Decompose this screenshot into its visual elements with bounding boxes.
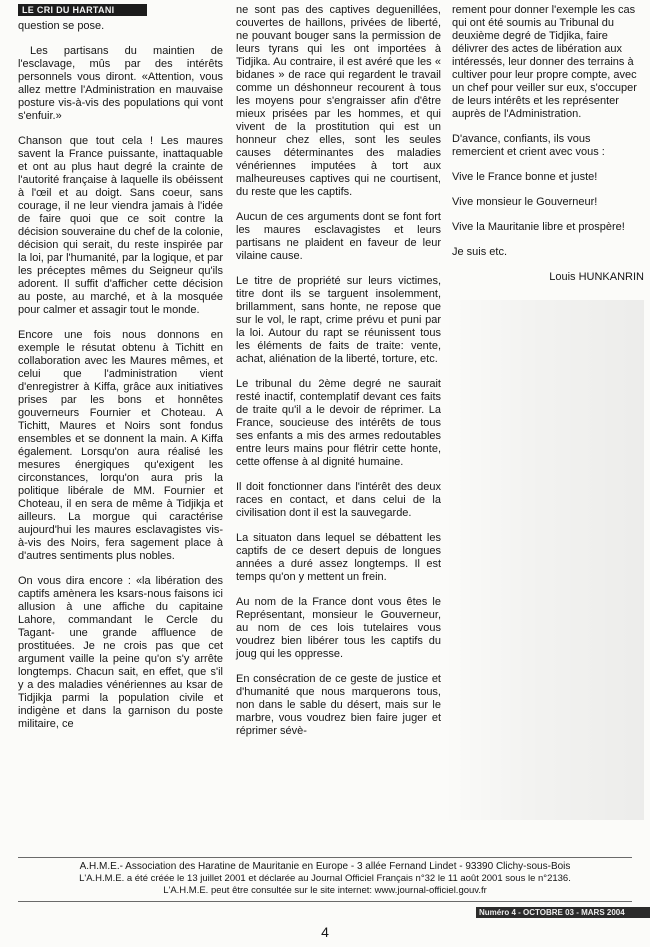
column-3 [452, 4, 644, 296]
column-2 [236, 4, 441, 750]
page-fold-shadow [444, 300, 644, 820]
col3-slogan: Vive le France bonne et juste! [452, 171, 598, 183]
association-footer [18, 857, 632, 902]
footer-line-address: A.H.M.E.- Association des Haratine de Mauritanie en Europe - 3 allée Fernand Lindet - 93390 Clichy-sous-Bois [79, 861, 571, 872]
col3-paragraph: D'avance, confiants, ils vous remercient et crient avec vous : [452, 133, 605, 158]
col1-paragraph: question se pose. [18, 20, 105, 32]
footer-line-website: L'A.H.M.E. peut être consultée sur le site internet: www.journal-officiel.gouv.fr [163, 885, 487, 896]
col3-slogan: Vive monsieur le Gouverneur! [452, 196, 598, 208]
col2-paragraph: Au nom de la France dont vous êtes le Représentant, monsieur le Gouverneur, au nom de ces lois tutelaires vous voudrez bien libérer tous les captifs du joug qui les oppresse. [236, 596, 441, 660]
col2-paragraph: ne sont pas des captives deguenillées, couvertes de haillons, privées de liberté, ne pouvant bouger sans la permission de leurs tyrans qui les ont importées à Tidjika. Au contraire, il est avéré que les « bidanes » de race qui regardent le travail comme un déshonneur recourent à tous les moyens pour s'engraisser afin d'être mieux prisées par les hommes, et qui vivent de la prostitution qui est un honneur chez elles, sont les seules causes déterminantes des maladies vénériennes imputées à tort aux malheureuses captives qui ne courtisent, du reste que les captifs. [236, 4, 441, 198]
col1-paragraph: Chanson que tout cela ! Les maures savent la France puissante, inattaquable et ont au plus haut degré la crainte de l'autorité française à laquelle ils obéissent à l'œil et au doigt. Sans coeur, sans courage, il ne leur viendra jamais à l'idée de faire quoi que ce soit contre la décision souveraine du chef de la colonie, décision qui serait, du reste inspirée par la loi, par l'humanité, par la logique, et par les préceptes mêmes du Seigneur qu'ils adorent. Il suffit d'afficher cette décision au poste, au marché, et à la mosquée pour calmer et assagir tout le monde. [18, 135, 223, 316]
col2-paragraph: Le titre de propriété sur leurs victimes, titre dont ils se targuent insolemment, brillamment, sans honte, ne repose que sur le vol, le rapt, crime prévu et puni par la loi. Autour du rapt se réunissent tous les éléments de faits de traite: vente, achat, aliénation de la liberté, torture, etc. [236, 275, 441, 365]
col2-paragraph: Le tribunal du 2ème degré ne saurait resté inactif, contemplatif devant ces faits de traite qu'il a le devoir de réprimer. La France, soucieuse des intérêts de tous ses enfants a mis des armes redoutables entre leurs mains pour flétrir cette honte, cette offense à al dignité humaine. [236, 378, 441, 468]
col3-closing: Je suis etc. [452, 246, 508, 258]
column-1 [18, 20, 223, 743]
col3-paragraph: rement pour donner l'exemple les cas qui ont été soumis au Tribunal du deuxième degré de Tidjika, faire délivrer des actes de libération aux intéressés, leur donner des terrains à cultiver pour leur propre compte, avec un chef pour veiller sur eux, s'occuper de leurs intérêts et les représenter auprès de l'Administration. [452, 4, 637, 120]
footer-line-registration: L'A.H.M.E. a été créée le 13 juillet 2001 et déclarée au Journal Officiel Français n°32 le 11 août 2001 sous le n°2136. [79, 873, 571, 884]
col2-paragraph: Il doit fonctionner dans l'intérêt des deux races en contact, et dans celui de la civilisation dont il est la sauvegarde. [236, 481, 441, 519]
col1-paragraph: Les partisans du maintien de l'esclavage, mûs par des intérêts personnels vous diront. «Attention, vous allez mettre l'Administration en mauvaise posture vis-à-vis des populations qui vont s'enfuir.» [18, 45, 223, 122]
col2-paragraph: La situaton dans lequel se débattent les captifs de ce desert depuis de longues années a duré assez longtemps. Il est temps qu'on y mettent un frein. [236, 532, 441, 583]
col3-slogan: Vive la Mauritanie libre et prospère! [452, 221, 625, 233]
col2-paragraph: En consécration de ce geste de justice et d'humanité que nous marquerons tous, non dans le sable du désert, mais sur le marbre, vous voudrez bien faire juger et réprimer sévè- [236, 673, 441, 737]
col1-paragraph: Encore une fois nous donnons en exemple le résutat obtenu à Tichitt en collaboration avec les Maures mêmes, et celui que l'administration vient d'enregistrer à Kiffa, grâce aux initiatives prises par les bons et honnêtes gouverneurs Fournier et Choteau. A Tichitt, Maures et Noirs sont fondus ensembles et se donnent la main. A Kiffa également. Lorsqu'on aura réalisé les mesures énergiques qu'exigent les circonstances, lorqu'on aura pris la politique libérale de MM. Fournier et Choteau, il en sera de même à Tidjikja et ailleurs. La morgue qui caractérise aujourd'hui les maures esclavagistes vis-à-vis des Noirs, fera sagement place à d'autres sentiments plus nobles. [18, 329, 223, 562]
issue-strip: Numéro 4 - OCTOBRE 03 - MARS 2004 [476, 907, 650, 918]
col2-paragraph: Aucun de ces arguments dont se font fort les maures esclavagistes et leurs partisans ne plaident en faveur de leur vilaine cause. [236, 211, 441, 262]
page-number: 4 [321, 924, 329, 940]
author-signature: Louis HUNKANRIN [549, 271, 644, 283]
col1-paragraph: On vous dira encore : «la libération des captifs amènera les ksars-nous faisons ici allusion à une affiche du capitaine Lahore, commandant le Cercle du Tagant- une grande affluence de prostituées. Je ne crois pas que cet argument vaille la peine qu'on s'y arrête longtemps. Chacun sait, en effet, que s'il y a des maladies vénériennes au ksar de Tidjikja parmi la population civile et indigène et dans la garnison du poste militaire, ce [18, 575, 223, 730]
masthead-strip: LE CRI DU HARTANI [18, 4, 147, 16]
